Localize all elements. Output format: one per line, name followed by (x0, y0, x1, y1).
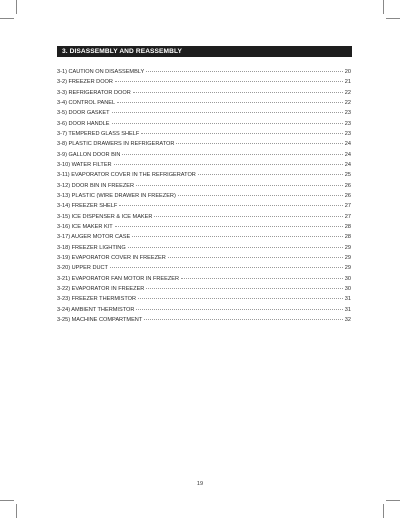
toc-entry-title: 3-2) FREEZER DOOR (57, 79, 113, 86)
toc-entry[interactable] (57, 181, 351, 191)
toc-entry-page: 28 (344, 223, 351, 230)
toc-dot-leader (122, 153, 342, 155)
toc-dot-leader (132, 235, 343, 237)
toc-dot-leader (133, 91, 343, 93)
toc-entry-title: 3-18) FREEZER LIGHTING (57, 244, 126, 251)
toc-dot-leader (110, 266, 343, 268)
toc-dot-leader (115, 80, 343, 82)
toc-entry-title: 3-7) TEMPERED GLASS SHELF (57, 130, 140, 137)
toc-entry[interactable] (57, 232, 351, 242)
toc-entry-page: 22 (344, 99, 351, 106)
toc-dot-leader (138, 297, 343, 299)
toc-dot-leader (198, 173, 343, 175)
toc-entry[interactable] (57, 284, 351, 294)
toc-dot-leader (176, 142, 342, 144)
toc-entry[interactable] (57, 67, 351, 77)
toc-entry-page: 29 (344, 265, 351, 272)
toc-entry-title: 3-25) MACHINE COMPARTMENT (57, 316, 143, 323)
crop-mark-top-right (383, 0, 384, 14)
toc-entry[interactable] (57, 201, 351, 211)
crop-mark-top-left (16, 0, 17, 14)
toc-entry-title: 3-3) REFRIGERATOR DOOR (57, 89, 131, 96)
toc-entry-title: 3-17) AUGER MOTOR CASE (57, 234, 131, 241)
toc-dot-leader (115, 225, 343, 227)
toc-entry-title: 3-8) PLASTIC DRAWERS IN REFRIGERATOR (57, 141, 175, 148)
toc-entry[interactable] (57, 98, 351, 108)
toc-dot-leader (119, 204, 342, 206)
toc-entry[interactable] (57, 222, 351, 232)
crop-mark-bottom-left-h (0, 500, 14, 501)
toc-dot-leader (112, 111, 343, 113)
toc-entry-title: 3-5) DOOR GASKET (57, 110, 110, 117)
toc-entry-title: 3-20) UPPER DUCT (57, 265, 108, 272)
toc-entry-page: 23 (344, 110, 351, 117)
toc-entry-title: 3-6) DOOR HANDLE (57, 120, 110, 127)
toc-entry-page: 31 (344, 296, 351, 303)
toc-entry-title: 3-24) AMBIENT THERMISTOR (57, 306, 135, 313)
toc-dot-leader (168, 256, 343, 258)
toc-entry[interactable] (57, 253, 351, 263)
toc-dot-leader (146, 287, 342, 289)
toc-dot-leader (181, 277, 343, 279)
toc-dot-leader (144, 318, 343, 320)
toc-entry-title: 3-10) WATER FILTER (57, 161, 112, 168)
toc-entry-page: 31 (344, 306, 351, 313)
toc-dot-leader (136, 308, 342, 310)
toc-entry-page: 20 (344, 69, 351, 75)
toc-entry-page: 30 (344, 285, 351, 292)
toc-entry-page: 29 (344, 254, 351, 261)
toc-entry[interactable] (57, 305, 351, 315)
toc-entry-title: 3-19) EVAPORATOR COVER IN FREEZER (57, 254, 166, 261)
toc-entry[interactable] (57, 88, 351, 98)
toc-entry[interactable] (57, 170, 351, 180)
toc-entry[interactable] (57, 274, 351, 284)
toc-entry[interactable] (57, 315, 351, 325)
toc-entry-page: 32 (344, 316, 351, 323)
toc-entry-page: 22 (344, 89, 351, 96)
toc-entry[interactable] (57, 243, 351, 253)
toc-entry-title: 3-1) CAUTION ON DISASSEMBLY (57, 69, 145, 75)
toc-entry-page: 30 (344, 275, 351, 282)
toc-entry[interactable] (57, 263, 351, 273)
toc-entry[interactable] (57, 294, 351, 304)
page-number: 19 (196, 481, 204, 487)
toc-dot-leader (154, 215, 342, 217)
toc-entry[interactable] (57, 119, 351, 129)
toc-entry-title: 3-9) GALLON DOOR BIN (57, 151, 121, 158)
toc-entry-page: 24 (344, 161, 351, 168)
toc-entry-title: 3-23) FREEZER THERMISTOR (57, 296, 137, 303)
toc-entry-title: 3-13) PLASTIC (WIRE DRAWER IN FREEZER) (57, 192, 176, 199)
toc-dot-leader (178, 194, 343, 196)
toc-entry-title: 3-14) FREEZER SHELF (57, 203, 118, 210)
toc-entry-page: 23 (344, 120, 351, 127)
toc-dot-leader (136, 184, 343, 186)
toc-dot-leader (114, 163, 343, 165)
toc-entry-title: 3-16) ICE MAKER KIT (57, 223, 113, 230)
table-of-contents (57, 67, 351, 325)
crop-mark-bottom-right (383, 504, 384, 518)
toc-entry[interactable] (57, 150, 351, 160)
toc-entry[interactable] (57, 77, 351, 87)
toc-entry-page: 23 (344, 130, 351, 137)
toc-dot-leader (141, 132, 342, 134)
toc-dot-leader (128, 246, 343, 248)
crop-mark-bottom-left (16, 504, 17, 518)
toc-entry-page: 26 (344, 182, 351, 189)
toc-entry-title: 3-4) CONTROL PANEL (57, 99, 116, 106)
toc-entry-title: 3-22) EVAPORATOR IN FREEZER (57, 285, 145, 292)
toc-entry-page: 27 (344, 203, 351, 210)
toc-entry-title: 3-11) EVAPORATOR COVER IN THE REFRIGERATOR (57, 172, 196, 179)
toc-entry[interactable] (57, 212, 351, 222)
toc-entry[interactable] (57, 191, 351, 201)
toc-entry-page: 21 (344, 79, 351, 86)
toc-entry[interactable] (57, 129, 351, 139)
toc-entry-page: 24 (344, 151, 351, 158)
toc-entry[interactable] (57, 160, 351, 170)
toc-entry-title: 3-15) ICE DISPENSER & ICE MAKER (57, 213, 153, 220)
toc-entry[interactable] (57, 139, 351, 149)
toc-dot-leader (117, 101, 343, 103)
toc-entry[interactable] (57, 108, 351, 118)
toc-entry-page: 24 (344, 141, 351, 148)
toc-entry-page: 29 (344, 244, 351, 251)
crop-mark-bottom-right-h (386, 500, 400, 501)
toc-entry-page: 25 (344, 172, 351, 179)
crop-mark-top-left-h (0, 18, 14, 19)
toc-dot-leader (112, 122, 343, 124)
toc-entry-page: 28 (344, 234, 351, 241)
toc-entry-title: 3-12) DOOR BIN IN FREEZER (57, 182, 135, 189)
toc-entry-page: 26 (344, 192, 351, 199)
section-heading: 3. DISASSEMBLY AND REASSEMBLY (57, 46, 352, 57)
toc-entry-page: 27 (344, 213, 351, 220)
toc-entry-title: 3-21) EVAPORATOR FAN MOTOR IN FREEZER (57, 275, 180, 282)
toc-dot-leader (146, 70, 343, 72)
crop-mark-top-right-h (386, 18, 400, 19)
